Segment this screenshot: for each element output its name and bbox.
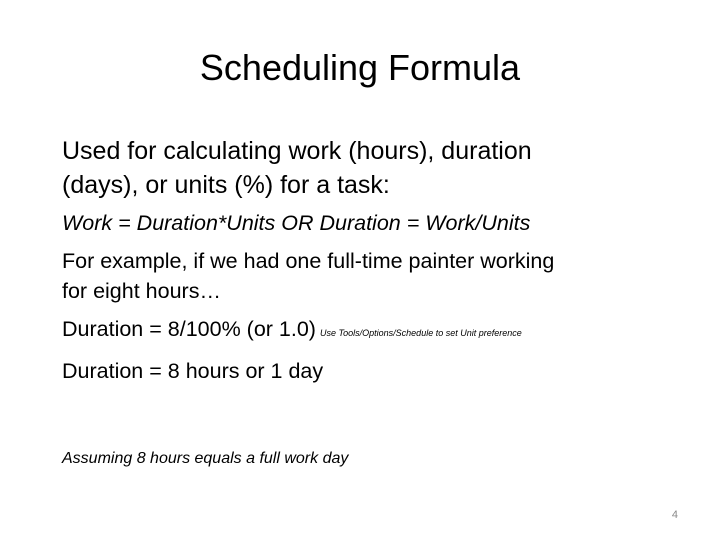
example-line-1: For example, if we had one full-time painter working <box>62 249 555 273</box>
intro-line-1: Used for calculating work (hours), duration <box>62 137 532 165</box>
calculation-line-2: Duration = 8 hours or 1 day <box>62 359 324 383</box>
calculation-line-1 <box>62 314 682 348</box>
calculation-1-text: Duration = 8/100% (or 1.0) <box>62 317 316 341</box>
intro-line-2: (days), or units (%) for a task: <box>62 171 390 199</box>
page-number: 4 <box>671 509 678 521</box>
slide-title: Scheduling Formula <box>199 47 521 88</box>
formula-line: Work = Duration*Units OR Duration = Work/Units <box>62 211 531 235</box>
unit-preference-note: Use Tools/Options/Schedule to set Unit preference <box>319 328 522 338</box>
footnote: Assuming 8 hours equals a full work day <box>62 450 349 467</box>
example-line-2: for eight hours… <box>62 279 221 303</box>
slide-body <box>62 134 682 386</box>
